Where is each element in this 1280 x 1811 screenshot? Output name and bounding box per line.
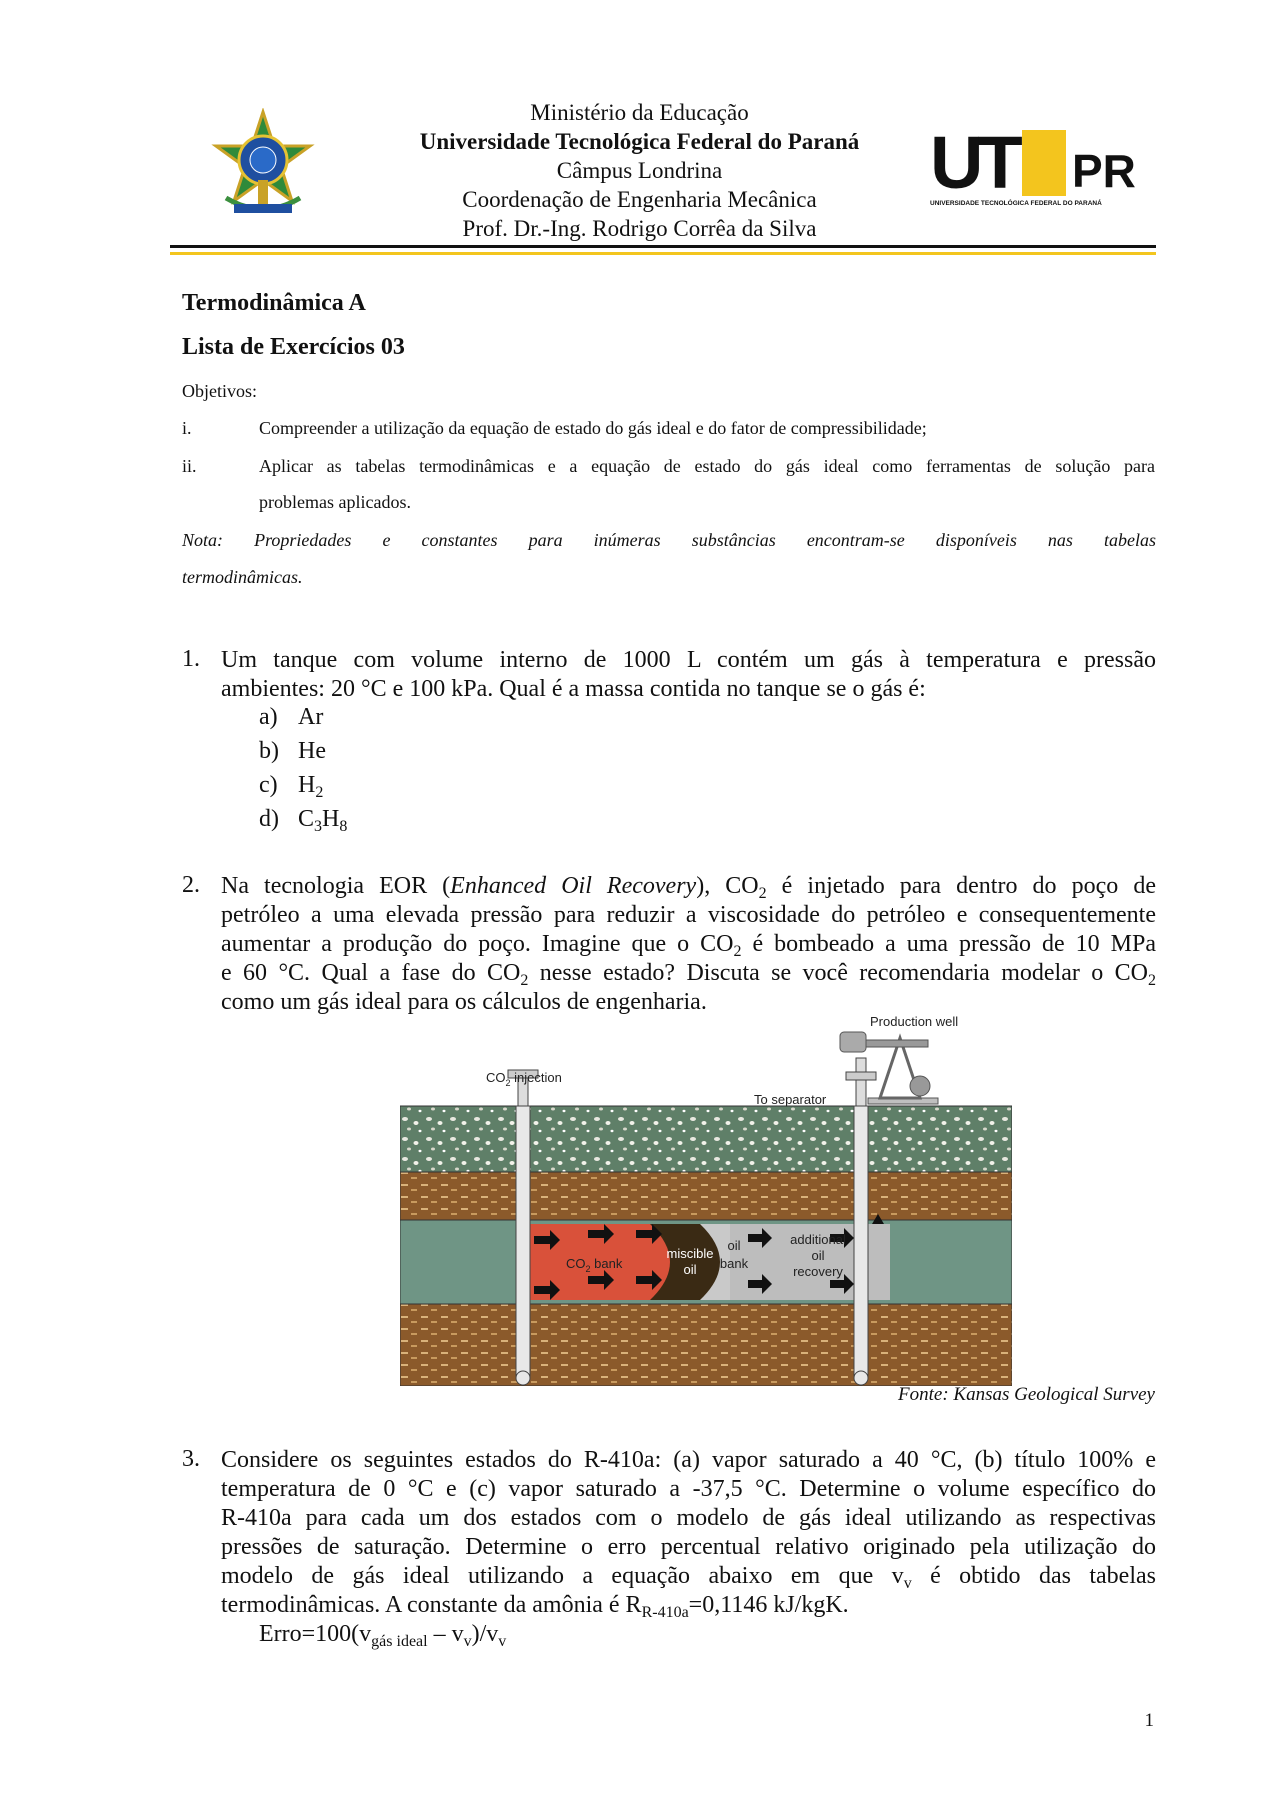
q3-text: Considere os seguintes estados do R-410a: (a) vapor saturado a 40 °C, (b) título 100% e	[221, 1447, 1156, 1473]
label-miscible-oil: oil	[683, 1262, 697, 1277]
note-line-cont: termodinâmicas.	[182, 567, 303, 587]
coordination-line: Coordenação de Engenharia Mecânica	[462, 187, 817, 212]
q1-option-text: $H_2$	[298, 772, 324, 801]
gravel-layer	[400, 1106, 1012, 1172]
q1-option-label: c)	[259, 772, 278, 798]
q1-option-text: Ar	[298, 704, 324, 730]
objective-num: ii.	[182, 456, 197, 476]
university-line: Universidade Tecnológica Federal do Paraná	[419, 129, 860, 154]
q2-text-cont: e 60 °C. Qual a fase do $CO_2$ nesse estado? Discuta se você recomendaria modelar o $CO_2$	[221, 960, 1156, 989]
eor-diagram	[400, 1014, 1012, 1386]
label-additional-recovery: recovery	[793, 1264, 843, 1279]
q3-text-cont: pressões de saturação. Determine o erro percentual relativo originado pela utilização do	[221, 1534, 1156, 1560]
q1-option-text: He	[298, 738, 326, 764]
q2-text-cont: aumentar a produção do poço. Imagine que o $CO_2$ é bombeado a uma pressão de 10 MPa	[221, 931, 1156, 960]
q2-number: 2.	[182, 872, 200, 898]
objectives-label: Objetivos:	[182, 381, 257, 401]
page-number: 1	[1144, 1710, 1154, 1731]
figure-source: Fonte: Kansas Geological Survey	[898, 1384, 1155, 1405]
label-co2-injection: $CO_2$ injection	[486, 1070, 562, 1088]
q3-text-cont: termodinâmicas. A constante da amônia é $R_{R-410a}=0,1146$ kJ/kgK.	[221, 1592, 849, 1621]
campus-line: Câmpus Londrina	[556, 158, 723, 183]
q3-number: 3.	[182, 1446, 200, 1472]
bottom-layer	[400, 1304, 1012, 1386]
label-production-well: Production well	[870, 1014, 959, 1029]
list-title: Lista de Exercícios 03	[182, 334, 405, 360]
label-oil-bank-2: bank	[719, 1256, 749, 1271]
header-rule-black	[170, 245, 1156, 248]
q1-option-label: b)	[259, 738, 279, 764]
professor-line: Prof. Dr.-Ing. Rodrigo Corrêa da Silva	[462, 216, 817, 241]
label-co2-bank: $CO_2$ bank	[566, 1256, 623, 1274]
label-to-separator: To separator	[754, 1092, 827, 1107]
q1-option-label: a)	[259, 704, 278, 730]
header-rule-yellow	[170, 252, 1156, 255]
label-additional: additional	[790, 1232, 846, 1247]
objective-text: Aplicar as tabelas termodinâmicas e a equação de estado do gás ideal como ferramentas de solução para	[259, 456, 1155, 476]
utfpr-logo	[930, 121, 1146, 214]
q1-number: 1.	[182, 646, 200, 672]
q3-equation: $Erro=100(v_{gás ideal} - v_v)/v_v$	[259, 1621, 507, 1650]
note-line: Nota: Propriedades e constantes para inúmeras substâncias encontram-se disponíveis nas tabelas	[182, 530, 1156, 550]
objective-num: i.	[182, 418, 192, 438]
q3-text-cont: modelo de gás ideal utilizando a equação abaixo em que $v_v$ é obtido das tabelas	[221, 1563, 1156, 1592]
objective-text-cont: problemas aplicados.	[259, 492, 411, 512]
logo-ut: UT	[930, 121, 1017, 204]
ministry-line: Ministério da Educação	[530, 100, 749, 125]
q1-option-label: d)	[259, 806, 279, 832]
q1-text: Um tanque com volume interno de 1000 L contém um gás à temperatura e pressão	[221, 647, 1156, 673]
label-oil-bank: oil	[727, 1238, 741, 1253]
q1-text-cont: ambientes: 20 °C e 100 kPa. Qual é a massa contida no tanque se o gás é:	[221, 676, 926, 702]
pump-jack	[840, 1032, 938, 1104]
q1-option-text: $C_3H_8$	[298, 806, 348, 835]
coat-of-arms	[206, 108, 320, 222]
objective-text: Compreender a utilização da equação de estado do gás ideal e do fator de compressibilidade;	[259, 418, 927, 438]
course-title: Termodinâmica A	[182, 290, 366, 316]
logo-caption: UNIVERSIDADE TECNOLÓGICA FEDERAL DO PARANÁ	[930, 200, 1102, 207]
label-additional-oil: oil	[811, 1248, 825, 1263]
q2-text: Na tecnologia EOR (Enhanced Oil Recovery), $CO_2$ é injetado para dentro do poço de	[221, 873, 1156, 902]
logo-pr: PR	[1072, 145, 1136, 197]
q3-text-cont: R-410a para cada um dos estados com o modelo de gás ideal utilizando as respectivas	[221, 1505, 1156, 1531]
logo-yellow-block	[1022, 130, 1066, 196]
q2-text-cont: petróleo a uma elevada pressão para reduzir a viscosidade do petróleo e consequentemente	[221, 902, 1156, 928]
label-miscible: miscible	[666, 1246, 714, 1261]
q3-text-cont: temperatura de 0 °C e (c) vapor saturado a -37,5 °C. Determine o volume específico do	[221, 1476, 1156, 1502]
brown-layer	[400, 1172, 1012, 1220]
q2-text-cont: como um gás ideal para os cálculos de engenharia.	[221, 989, 707, 1015]
